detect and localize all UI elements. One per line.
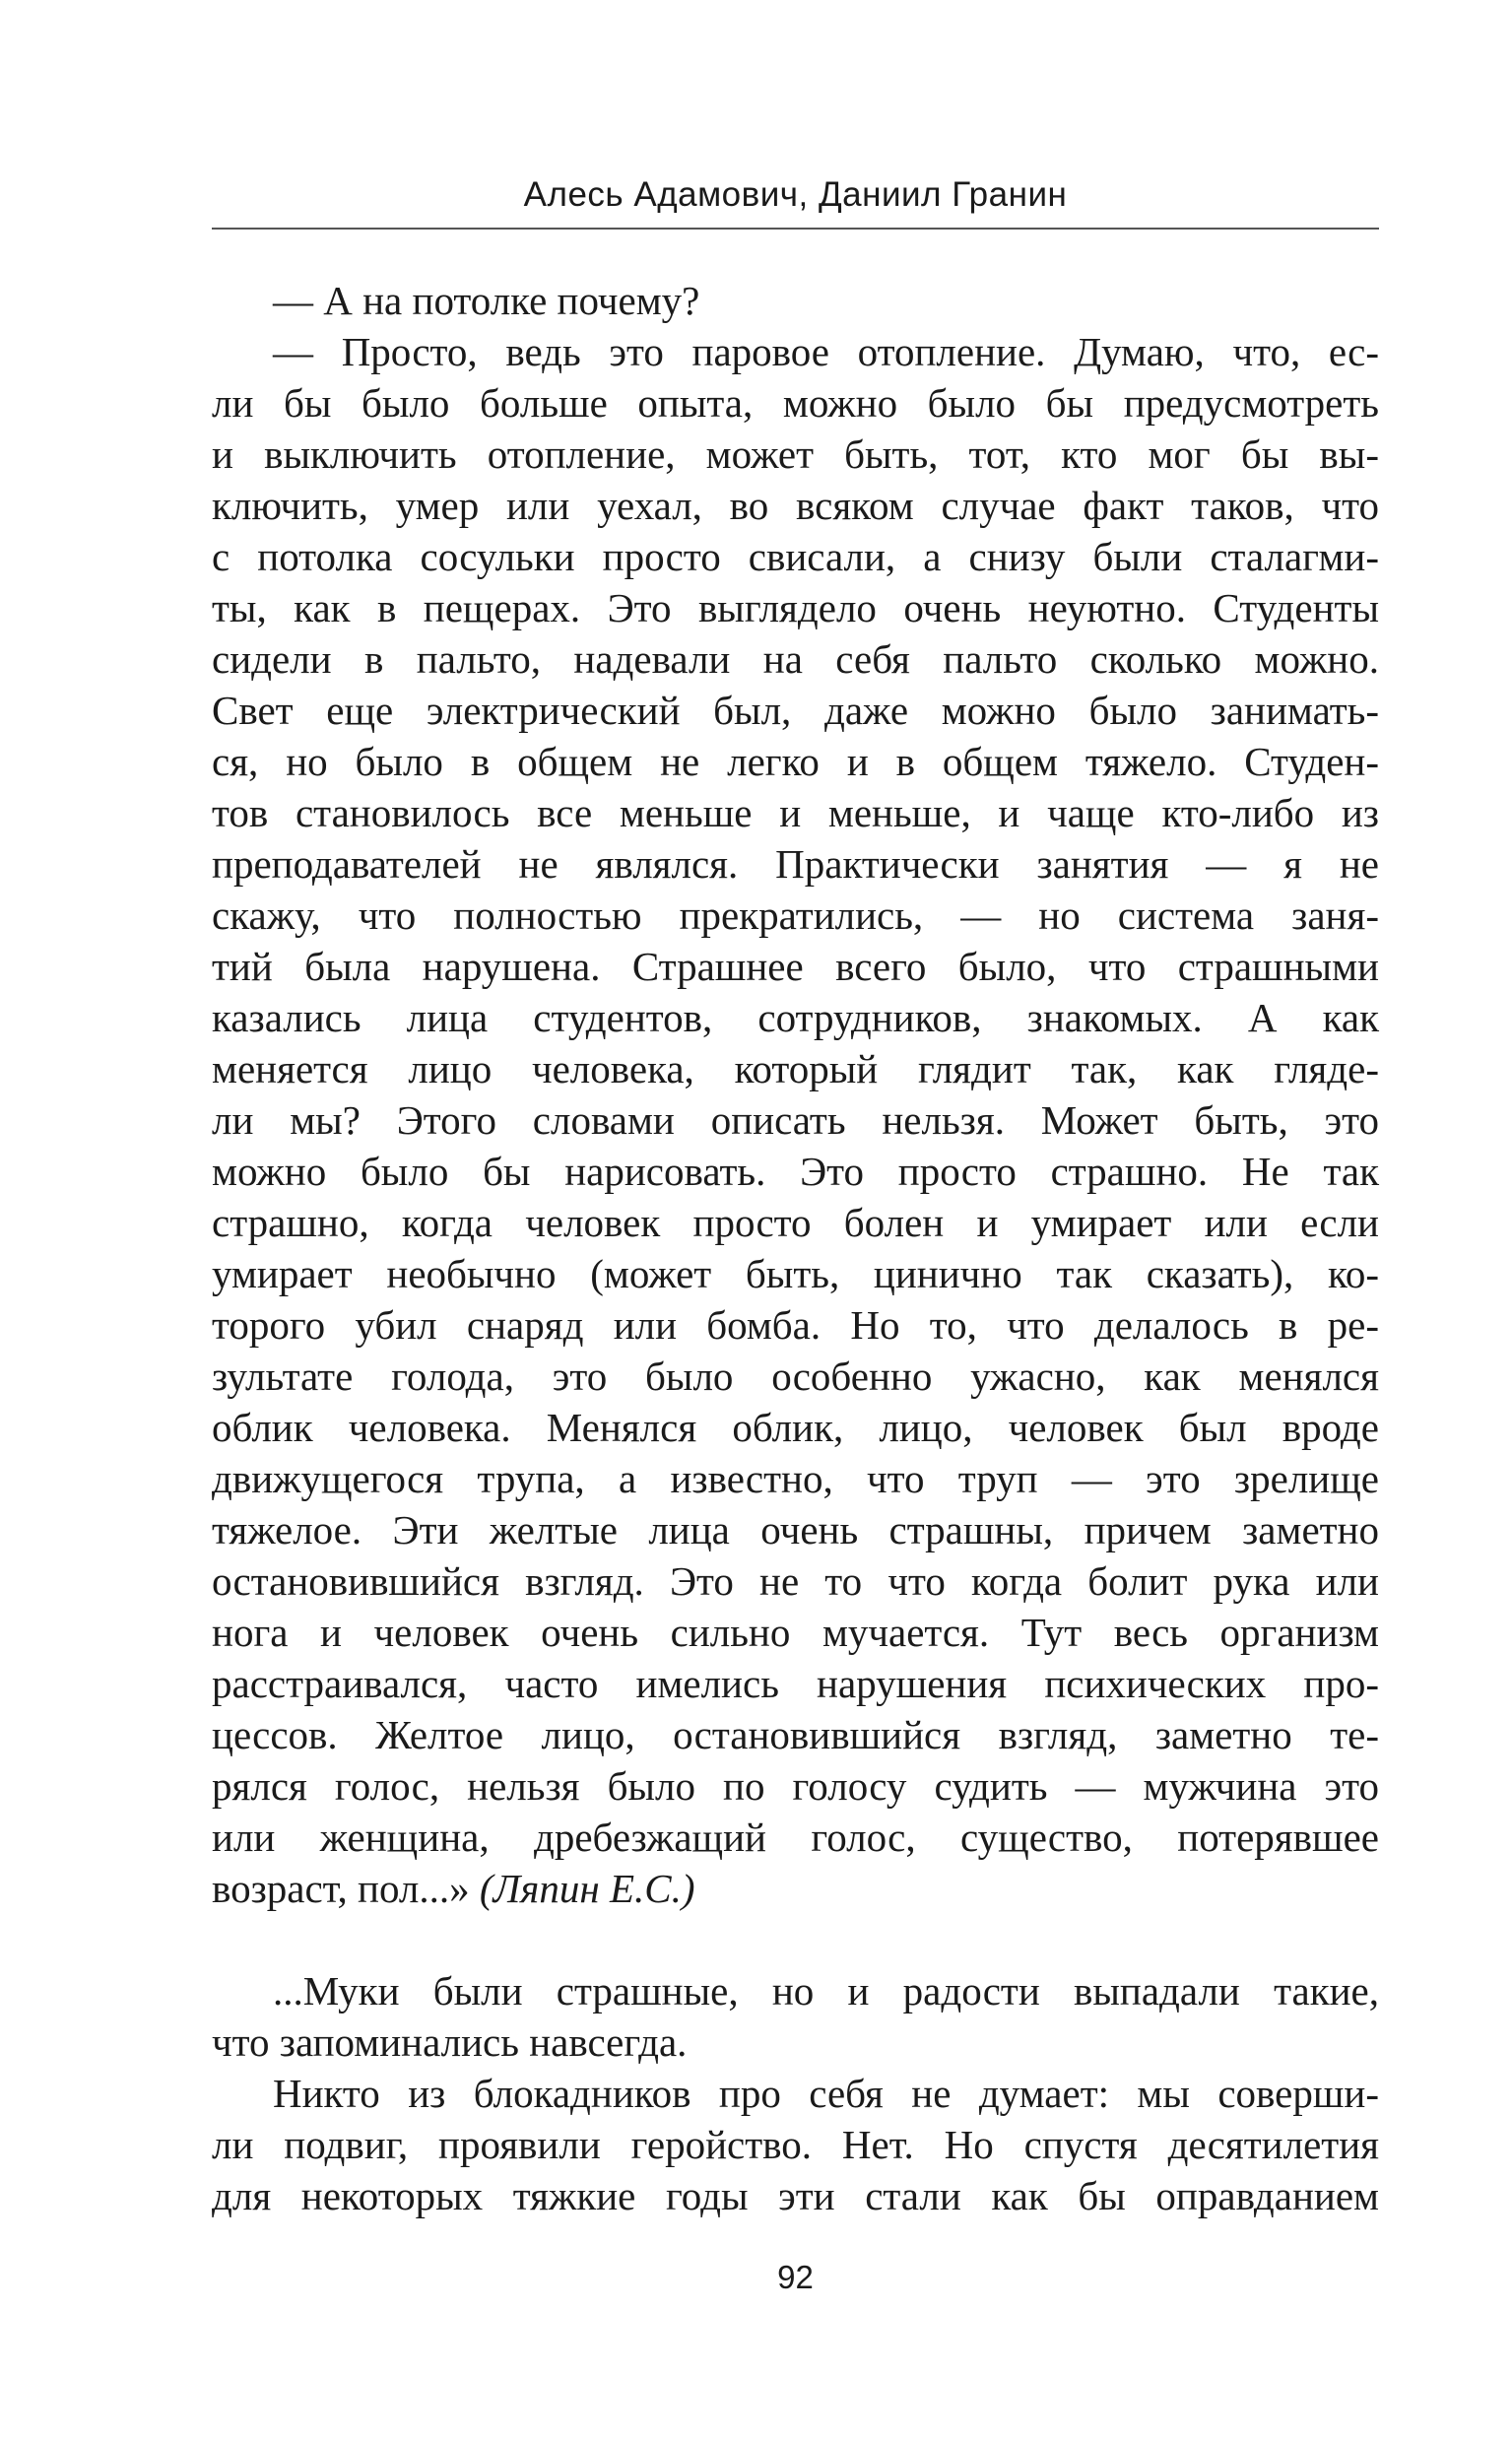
text-line: облик человека. Менялся облик, лицо, человек был вроде: [212, 1405, 1379, 1450]
text-line: что запоминались навсегда.: [212, 2019, 688, 2065]
text-line: нога и человек очень сильно мучается. Тут весь организм: [212, 1610, 1379, 1655]
quote-attribution: (Ляпин Е.С.): [479, 1866, 695, 1911]
text-line: тяжелое. Эти желтые лица очень страшны, причем заметно: [212, 1507, 1379, 1552]
text-line: движущегося трупа, а известно, что труп — это зрелище: [212, 1456, 1379, 1501]
text-line: тий была нарушена. Страшнее всего было, что страшными: [212, 944, 1379, 989]
text-line: ли мы? Этого словами описать нельзя. Может быть, это: [212, 1097, 1379, 1143]
text-line: зультате голода, это было особенно ужасно, как менялся: [212, 1354, 1379, 1399]
text-line: ...Муки были страшные, но и радости выпадали такие,: [273, 1968, 1379, 2014]
text-line: тов становилось все меньше и меньше, и чаще кто-либо из: [212, 790, 1379, 835]
text-line: расстраивался, часто имелись нарушения психических про-: [212, 1661, 1379, 1706]
paragraph-gap: [212, 1914, 1379, 1965]
text-line: рялся голос, нельзя было по голосу судить — мужчина это: [212, 1763, 1379, 1809]
text-line: торого убил снаряд или бомба. Но то, что делалось в ре-: [212, 1302, 1379, 1348]
text-line: ключить, умер или уехал, во всяком случае факт таков, что: [212, 483, 1379, 528]
text-line: ли бы было больше опыта, можно было бы предусмотреть: [212, 380, 1379, 426]
text-line: Никто из блокадников про себя не думает: мы соверши-: [273, 2071, 1379, 2116]
text-line: сидели в пальто, надевали на себя пальто сколько можно.: [212, 636, 1379, 682]
text-line: меняется лицо человека, который глядит так, как гляде-: [212, 1046, 1379, 1091]
text-line: цессов. Желтое лицо, остановившийся взгляд, заметно те-: [212, 1712, 1379, 1757]
quote-end-text: возраст, пол...»: [212, 1866, 480, 1911]
text-line: страшно, когда человек просто болен и умирает или если: [212, 1200, 1379, 1245]
text-line: — Просто, ведь это паровое отопление. Думаю, что, ес-: [273, 329, 1379, 374]
running-title: Алесь Адамович, Даниил Гранин: [523, 175, 1068, 214]
text-line: ли подвиг, проявили геройство. Нет. Но спустя десятилетия: [212, 2122, 1379, 2167]
text-line: — А на потолке почему?: [273, 278, 700, 323]
text-line: преподавателей не являлся. Практически занятия — я не: [212, 841, 1379, 887]
text-line: умирает необычно (может быть, цинично так сказать), ко-: [212, 1251, 1379, 1296]
page-body: [212, 275, 1379, 2221]
header-rule: [212, 228, 1379, 230]
text-line: ты, как в пещерах. Это выглядело очень неуютно. Студенты: [212, 585, 1379, 630]
text-line-with-attribution: [212, 1863, 1379, 1914]
text-line: остановившийся взгляд. Это не то что когда болит рука или: [212, 1558, 1379, 1604]
text-line: для некоторых тяжкие годы эти стали как бы оправданием: [212, 2173, 1379, 2218]
text-line: ся, но было в общем не легко и в общем тяжело. Студен-: [212, 739, 1379, 784]
text-line: Свет еще электрический был, даже можно было занимать-: [212, 688, 1379, 733]
text-line: или женщина, дребезжащий голос, существо, потерявшее: [212, 1815, 1379, 1860]
text-line: с потолка сосульки просто свисали, а снизу были сталагми-: [212, 534, 1379, 579]
page-number: 92: [777, 2259, 814, 2295]
text-line: и выключить отопление, может быть, тот, кто мог бы вы-: [212, 431, 1379, 477]
text-line: скажу, что полностью прекратились, — но система заня-: [212, 892, 1379, 938]
text-line: можно было бы нарисовать. Это просто страшно. Не так: [212, 1149, 1379, 1194]
text-line: казались лица студентов, сотрудников, знакомых. А как: [212, 995, 1379, 1040]
